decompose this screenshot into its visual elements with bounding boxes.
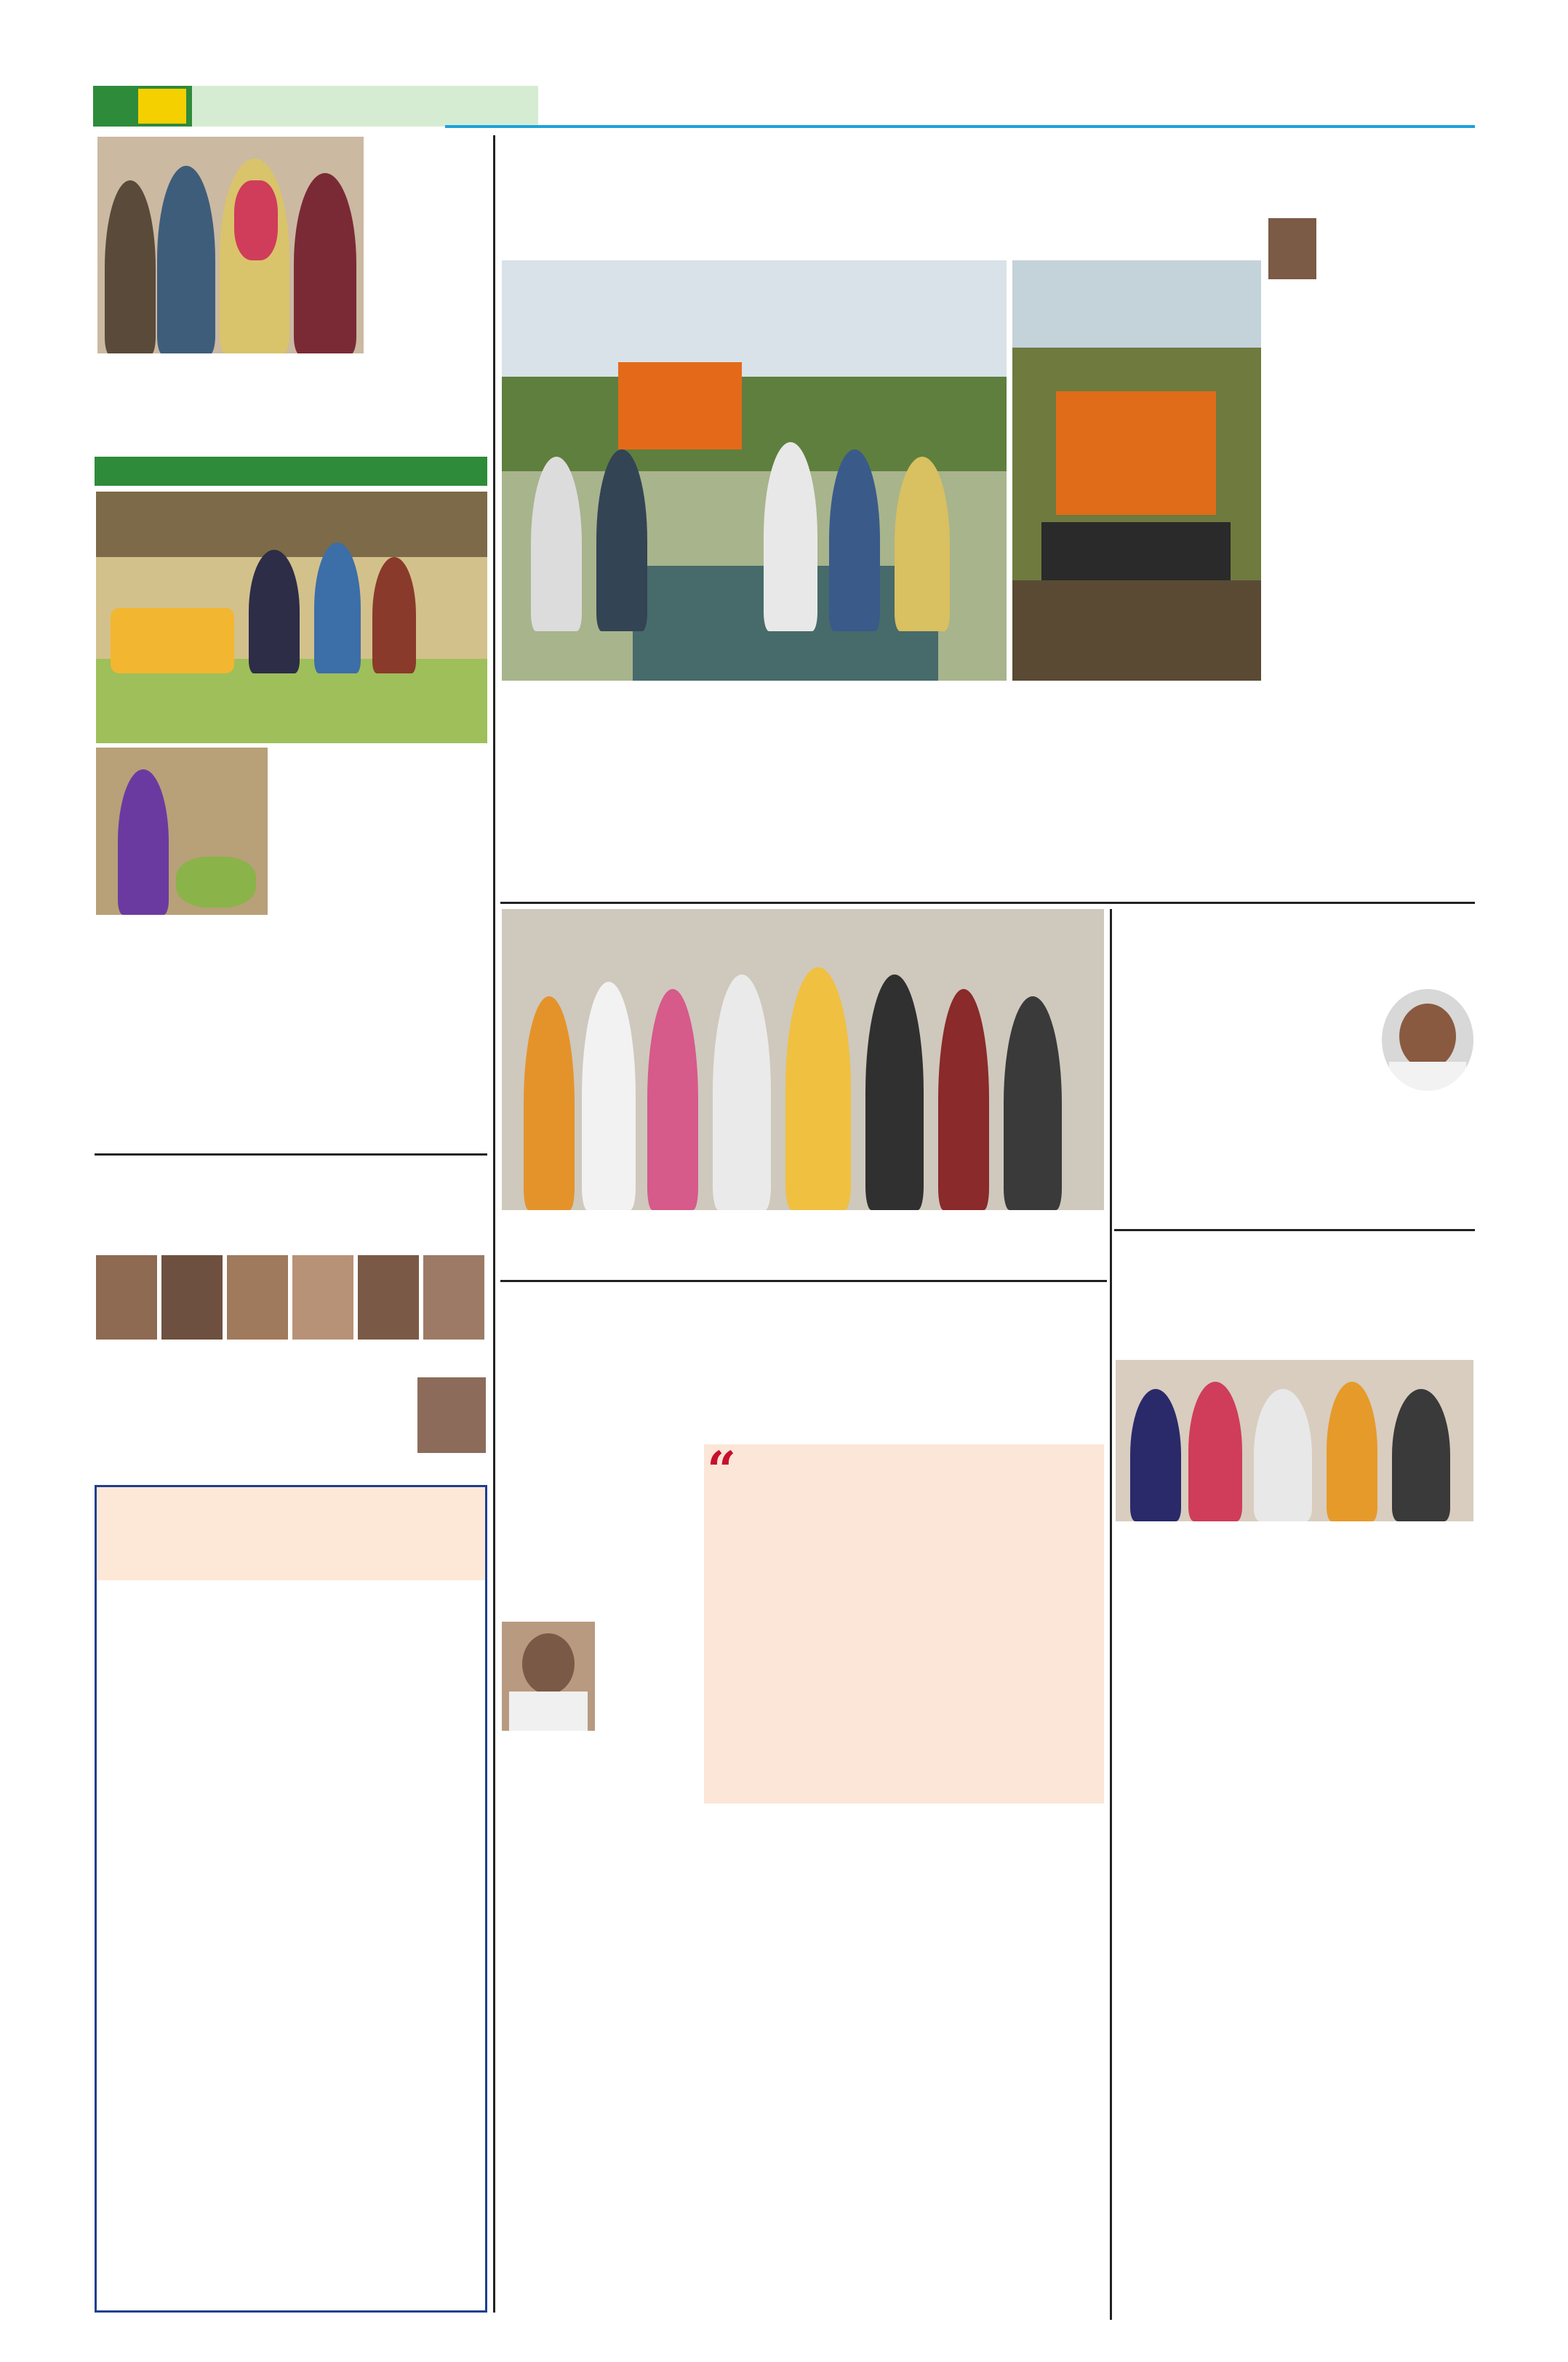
portrait-6 (423, 1255, 484, 1340)
portrait-5 (358, 1255, 419, 1340)
felicitation-photo (1116, 1360, 1473, 1521)
drain-col-1 (502, 686, 689, 897)
excavator-photo (1012, 260, 1261, 681)
mango-body-col-b (275, 748, 487, 1148)
section-label-box (192, 86, 538, 127)
power-quote-mark: “ (707, 1440, 737, 1500)
mla-felicitation-photo (502, 909, 1104, 1210)
mid-right-divider (1110, 909, 1112, 2320)
portrait-3 (227, 1255, 288, 1340)
mango-subhead-box (95, 457, 487, 486)
power-body-b (749, 1449, 1100, 1769)
portrait-1 (96, 1255, 157, 1340)
power-body-c (502, 1809, 1104, 2163)
music-body (1116, 1261, 1473, 1354)
mango-fair-photo (96, 492, 487, 743)
felicitation-caption (1116, 1523, 1473, 1588)
top-left-photo (97, 137, 364, 353)
dks-divider (1114, 1229, 1475, 1231)
mla-divider (500, 1280, 1107, 1282)
lingayat-col-a (102, 1609, 288, 2307)
left-divider-1 (95, 1153, 487, 1156)
mango-body-col-a (96, 922, 268, 1148)
lingayat-col-b (295, 1609, 481, 2307)
drain-col-2 (697, 686, 884, 897)
brahmin-lady-photo (417, 1377, 486, 1453)
amaranarayana-portrait (502, 1622, 595, 1731)
page-header (93, 86, 1475, 127)
power-body-a (502, 1444, 697, 1619)
drain-side-text (1268, 425, 1473, 681)
lingayat-headline (102, 1491, 480, 1578)
jackfruit-photo (96, 748, 268, 915)
top-left-photo-caption (369, 135, 486, 353)
mla-felicitation-caption (502, 1212, 1104, 1277)
mayor-quote (1321, 215, 1473, 412)
dks-body (1116, 992, 1473, 1223)
mango-headline (95, 359, 487, 452)
column-divider (493, 135, 495, 2313)
brahmin-portraits (95, 1255, 487, 1372)
drain-col-4 (1087, 686, 1274, 897)
brahmin-headline (95, 1159, 487, 1254)
page-number-badge (138, 89, 186, 124)
portrait-2 (161, 1255, 223, 1340)
drain-headline (500, 128, 1475, 204)
drain-divider (500, 902, 1475, 904)
drain-col-3 (892, 686, 1079, 897)
portrait-4 (292, 1255, 353, 1340)
drain-inspection-photo (502, 260, 1007, 681)
mayor-portrait (1268, 218, 1316, 279)
